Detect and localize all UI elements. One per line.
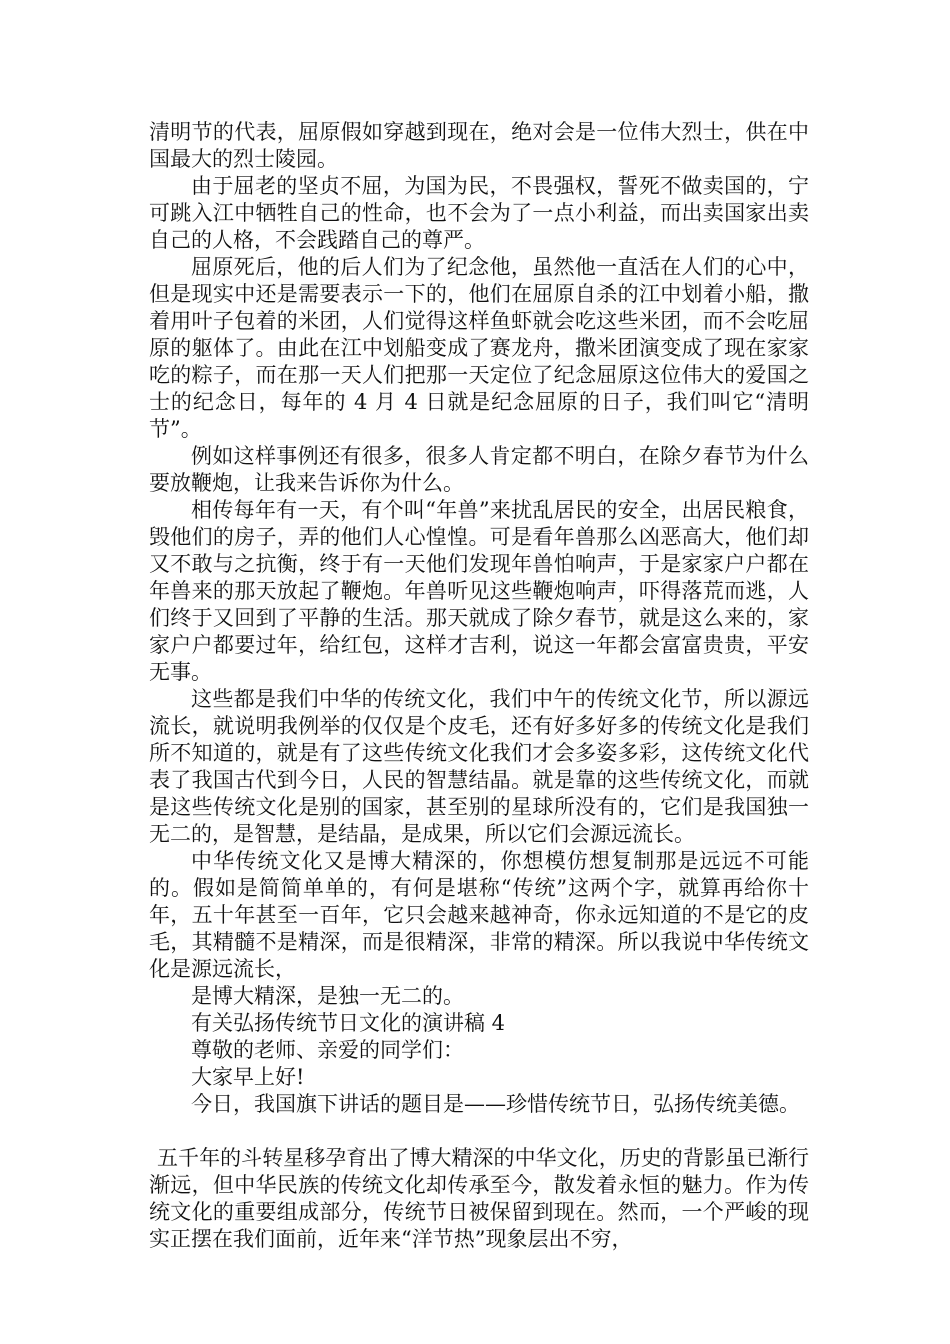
section-title: 有关弘扬传统节日文化的演讲稿 4 [191, 1011, 506, 1035]
salutation: 尊敬的老师、亲爱的同学们： [191, 1038, 464, 1062]
document-page [149, 119, 809, 1253]
paragraph-spacer [149, 1118, 809, 1145]
paragraph-tradition-long: 这些都是我们中华的传统文化，我们中午的传统文化节，所以源远流长，就说明我例举的仅仅是个皮毛，还有好多好多的传统文化是我们所不知道的，就是有了这些传统文化我们才会多姿多彩，这传统文化代表了我国古代到今日，人民的智慧结晶。就是靠的这些传统文化，而就是这些传统文化是别的国家，甚至别的星球所没有的，它们是我国独一无二的，是智慧，是结晶，是成果，所以它们会源远流长。 [149, 687, 809, 846]
paragraph-unique: 是博大精深，是独一无二的。 [191, 984, 464, 1008]
speech-topic: 今日，我国旗下讲话的题目是——珍惜传统节日，弘扬传统美德。 [191, 1092, 800, 1116]
paragraph-tradition-profound: 中华传统文化又是博大精深的，你想模仿想复制那是远远不可能的。假如是简简单单的，有何是堪称“传统”这两个字，就算再给你十年，五十年甚至一百年，它只会越来越神奇，你永远知道的不是它的皮毛，其精髓不是精深，而是很精深，非常的精深。所以我说中华传统文化是源远流长， [149, 849, 809, 981]
paragraph-qu-loyalty: 由于屈老的坚贞不屈，为国为民，不畏强权，誓死不做卖国的，宁可跳入江中牺牲自己的性命，也不会为了一点小利益，而出卖国家出卖自己的人格，不会践踏自己的尊严。 [149, 174, 809, 252]
paragraph-firecracker-question: 例如这样事例还有很多，很多人肯定都不明白，在除夕春节为什么要放鞭炮，让我来告诉你为什么。 [149, 444, 809, 495]
paragraph-nian-legend: 相传每年有一天，有个叫“年兽”来扰乱居民的安全，出居民粮食，毁他们的房子，弄的他们人心惶惶。可是看年兽那么凶恶高大，他们却又不敢与之抗衡，终于有一天他们发现年兽怕响声，于是家家户户都在年兽来的那天放起了鞭炮。年兽听见这些鞭炮响声，吓得落荒而逃，人们终于又回到了平静的生活。那天就成了除夕春节，就是这么来的，家家户户都要过年，给红包，这样才吉利，说这一年都会富富贵贵，平安无事。 [149, 498, 809, 684]
paragraph-qingming-intro: 清明节的代表，屈原假如穿越到现在，绝对会是一位伟大烈士，供在中国最大的烈士陵园。 [149, 120, 809, 171]
paragraph-qu-death: 屈原死后，他的后人们为了纪念他，虽然他一直活在人们的心中，但是现实中还是需要表示一下的，他们在屈原自杀的江中划着小船，撒着用叶子包着的米团，人们觉得这样鱼虾就会吃这些米团，而不会吃屈原的躯体了。由此在江中划船变成了赛龙舟，撒米团演变成了现在家家吃的粽子，而在那一天人们把那一天定位了纪念屈原这位伟大的爱国之士的纪念日，每年的 4 月 4 日就是纪念屈原的日子，我们叫它“清明节”。 [149, 255, 809, 441]
paragraph-five-thousand-years: 五千年的斗转星移孕育出了博大精深的中华文化，历史的背影虽已渐行渐远，但中华民族的传统文化却传承至今，散发着永恒的魅力。作为传统文化的重要组成部分，传统节日被保留到现在。然而，一个严峻的现实正摆在我们面前，近年来“洋节热”现象层出不穷， [149, 1146, 809, 1251]
greeting: 大家早上好! [191, 1065, 305, 1089]
